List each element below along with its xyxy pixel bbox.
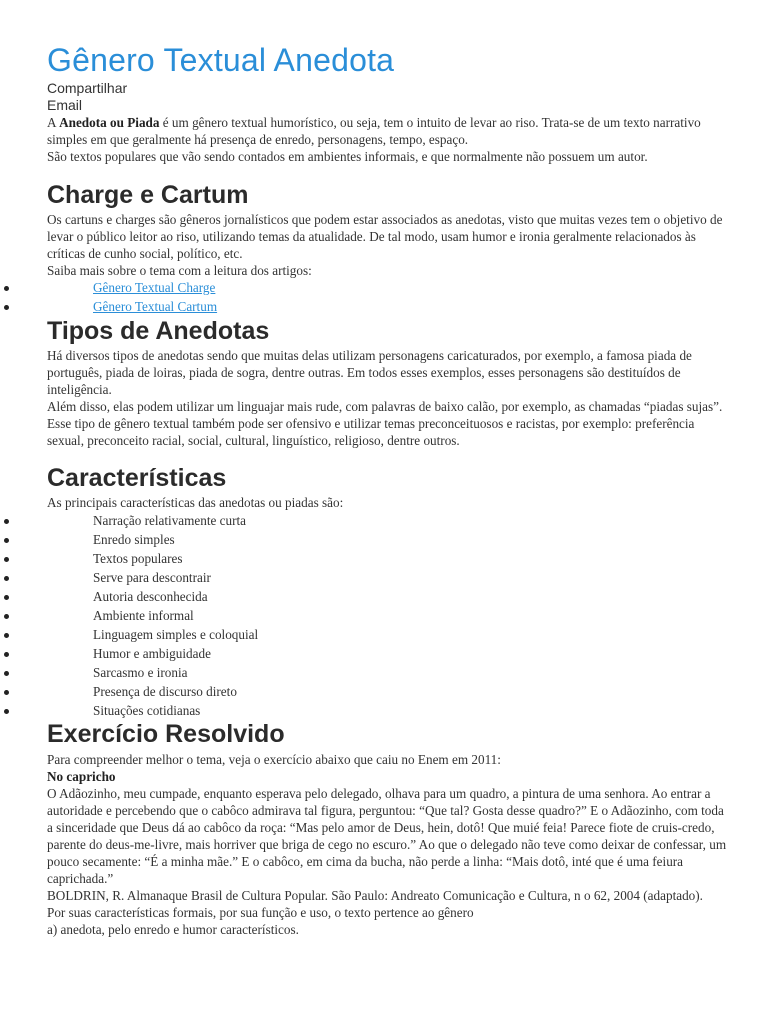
bullet-icon — [4, 557, 9, 562]
exercicio-intro: Para compreender melhor o tema, veja o exercício abaixo que caiu no Enem em 2011: — [47, 752, 501, 767]
intro-paragraph-2: São textos populares que vão sendo contados em ambientes informais, e que normalmente não possuem um autor. — [47, 149, 648, 164]
exercicio-option-a: a) anedota, pelo enredo e humor característicos. — [47, 922, 299, 937]
heading-caracteristicas: Características — [47, 464, 227, 492]
list-item-label: Autoria desconhecida — [93, 589, 208, 604]
heading-exercicio-resolvido: Exercício Resolvido — [47, 720, 285, 748]
list-item-label: Serve para descontrair — [93, 570, 211, 585]
list-item — [0, 606, 700, 625]
intro-section — [47, 114, 727, 165]
list-item — [0, 587, 700, 606]
bullet-icon — [4, 633, 9, 638]
caracteristicas-intro: As principais características das anedotas ou piadas são: — [47, 495, 344, 510]
exercicio-source: BOLDRIN, R. Almanaque Brasil de Cultura Popular. São Paulo: Andreato Comunicação e Cultura, n o 62, 2004 (adaptado). — [47, 888, 703, 903]
bullet-icon — [4, 286, 9, 291]
tipos-paragraph-2: Além disso, elas podem utilizar um linguajar mais rude, com palavras de baixo calão, por exemplo, as chamadas “piadas sujas”. — [47, 399, 723, 414]
bullet-icon — [4, 519, 9, 524]
share-link[interactable]: Compartilhar — [47, 80, 128, 96]
bullet-icon — [4, 614, 9, 619]
intro-paragraph-1 — [47, 114, 727, 148]
list-item — [0, 297, 700, 316]
list-item — [0, 511, 700, 530]
list-item — [0, 568, 700, 587]
list-item-label: Ambiente informal — [93, 608, 194, 623]
intro-prefix: A — [47, 115, 60, 130]
bullet-icon — [4, 305, 9, 310]
link-genero-charge[interactable]: Gênero Textual Charge — [93, 280, 216, 295]
bullet-icon — [4, 576, 9, 581]
exercicio-subtitle — [47, 768, 727, 785]
list-item-label: Linguagem simples e coloquial — [93, 627, 259, 642]
charge-paragraph-1: Os cartuns e charges são gêneros jornalísticos que podem estar associados as anedotas, visto que muitas vezes tem o objetivo de levar o público leitor ao riso, utilizando temas da atualidade. De tal modo, usam humor e ironia geralmente relacionados às críticas de cunho social, político, etc. — [47, 212, 723, 261]
list-item — [0, 682, 700, 701]
list-item — [0, 530, 700, 549]
exercicio-section — [47, 751, 727, 938]
list-item-label: Humor e ambiguidade — [93, 646, 211, 661]
list-item — [0, 278, 700, 297]
heading-tipos-anedotas: Tipos de Anedotas — [47, 317, 270, 345]
list-item — [0, 663, 700, 682]
caracteristicas-list — [0, 511, 700, 720]
list-item-label: Sarcasmo e ironia — [93, 665, 188, 680]
intro-rest: é um gênero textual humorístico, ou seja, tem o intuito de levar ao riso. Trata-se de um texto narrativo simples em que geralmente há presença de enredo, personagens, tempo, espaço. — [47, 115, 701, 147]
tipos-section — [47, 347, 727, 449]
charge-paragraph-2: Saiba mais sobre o tema com a leitura dos artigos: — [47, 263, 312, 278]
list-item-label: Situações cotidianas — [93, 703, 201, 718]
intro-bold-term: Anedota ou Piada — [59, 115, 160, 130]
link-genero-cartum[interactable]: Gênero Textual Cartum — [93, 299, 218, 314]
bullet-icon — [4, 595, 9, 600]
list-item-label: Textos populares — [93, 551, 183, 566]
list-item — [0, 644, 700, 663]
list-item — [0, 625, 700, 644]
exercicio-question: Por suas características formais, por sua função e uso, o texto pertence ao gênero — [47, 905, 474, 920]
tipos-paragraph-3: Esse tipo de gênero textual também pode ser ofensivo e utilizar temas preconceituosos e racistas, por exemplo: preferência sexual, preconceito racial, social, cultural, linguístico, religioso, dentre outros. — [47, 416, 695, 448]
bullet-icon — [4, 690, 9, 695]
list-item-label: Presença de discurso direto — [93, 684, 237, 699]
charge-section — [47, 211, 727, 279]
tipos-paragraph-1: Há diversos tipos de anedotas sendo que muitas delas utilizam personagens caricaturados, por exemplo, a famosa piada de português, piada de loiras, piada de sogra, dentre outras. Em todos esses exemplos, esses personagens são destituídos de inteligência. — [47, 348, 692, 397]
bullet-icon — [4, 671, 9, 676]
bullet-icon — [4, 538, 9, 543]
email-link[interactable]: Email — [47, 97, 83, 113]
exercicio-subtitle-text: No capricho — [47, 769, 116, 784]
bullet-icon — [4, 652, 9, 657]
list-item-label: Narração relativamente curta — [93, 513, 247, 528]
heading-charge-cartum: Charge e Cartum — [47, 181, 249, 209]
page-title: Gênero Textual Anedota — [47, 42, 395, 78]
list-item — [0, 549, 700, 568]
bullet-icon — [4, 709, 9, 714]
list-item-label: Enredo simples — [93, 532, 175, 547]
exercicio-story: O Adãozinho, meu cumpade, enquanto esperava pelo delegado, olhava para um quadro, a pintura de uma senhora. Ao entrar a autoridade e percebendo que o cabôco admirava tal figura, perguntou: “Que tal? Gosta desse quadro?” E o Adãozinho, com toda a sinceridade que Deus dá ao cabôco da roça: “Mas pelo amor de Deus, hein, dotô! Que muié feia! Parece fiote de cruis-credo, parente do deus-me-livre, mais horriver que briga de cego no escuro.” Ao que o delegado não teve como deixar de confessar, um pouco secamente: “É a minha mãe.” E o cabôco, em cima da bucha, não perde a linha: “Mais dotô, inté que é uma feiura caprichada.” — [47, 786, 727, 886]
related-links-list — [0, 278, 700, 316]
list-item — [0, 701, 700, 720]
